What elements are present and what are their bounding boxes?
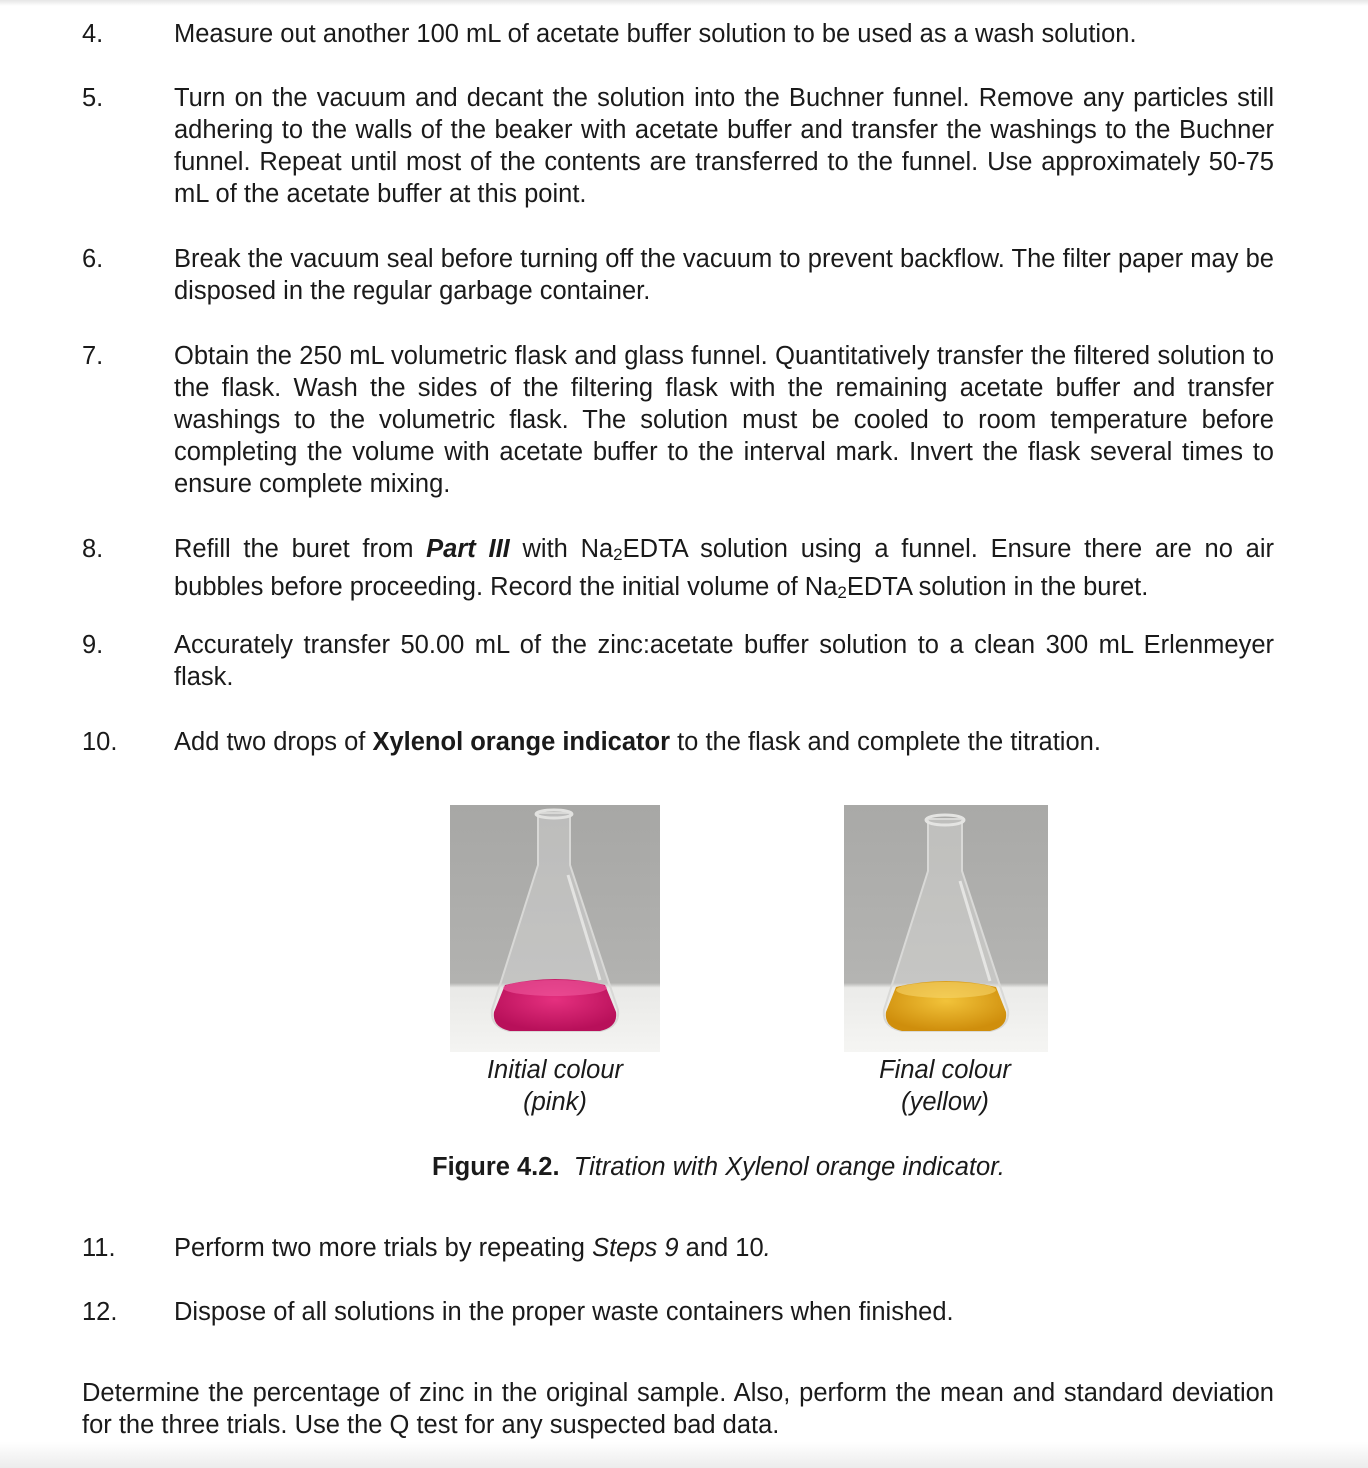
step-number: 12. (82, 1298, 118, 1326)
step-number: 11. (82, 1234, 116, 1262)
step-text: Measure out another 100 mL of acetate buffer solution to be used as a wash solution. (174, 20, 1137, 48)
flask-photo-final (844, 805, 1048, 1052)
step-number: 6. (82, 245, 104, 273)
caption-line: (yellow) (901, 1088, 989, 1116)
steps-reference: Steps 9 (592, 1234, 679, 1262)
step-text (174, 533, 1274, 609)
step-number: 7. (82, 342, 104, 370)
step-text (174, 726, 1274, 758)
part-reference: Part III (426, 535, 510, 563)
bottom-edge (0, 1442, 1368, 1468)
final-colour-caption (845, 1054, 1045, 1118)
top-edge (0, 0, 1368, 6)
caption-line: (pink) (523, 1088, 587, 1116)
step-text: Accurately transfer 50.00 mL of the zinc:acetate buffer solution to a clean 300 mL Erlenmeyer flask. (174, 631, 1274, 691)
step-number: 10. (82, 728, 118, 756)
step-number: 9. (82, 631, 104, 659)
step-text: Dispose of all solutions in the proper waste containers when finished. (174, 1298, 954, 1326)
subscript: 2 (613, 545, 623, 564)
step-text: Obtain the 250 mL volumetric flask and glass funnel. Quantitatively transfer the filtered solution to the flask. Wash the sides of the filtering flask with the remaining acetate buffer and transfer washings to the volumetric flask. The solution must be cooled to room temperature before completing the volume with acetate buffer to the interval mark. Invert the flask several times to ensure complete mixing. (174, 342, 1274, 498)
text-run: Perform two more trials by repeating (174, 1234, 593, 1262)
text-run: . (763, 1234, 771, 1262)
text-run: and 10 (678, 1234, 764, 1262)
text-run: Refill the buret from (174, 535, 427, 563)
text-run: Add two drops of (174, 728, 373, 756)
figure-title: Titration with Xylenol orange indicator. (573, 1153, 1005, 1181)
figure-label: Figure 4.2. (432, 1153, 560, 1181)
subscript: 2 (837, 583, 847, 602)
text-run: to the flask and complete the titration. (670, 728, 1101, 756)
conclusion-paragraph: Determine the percentage of zinc in the original sample. Also, perform the mean and standard deviation for the three trials. Use the Q test for any suspected bad data. (82, 1379, 1274, 1439)
step-text: Break the vacuum seal before turning off the vacuum to prevent backflow. The filter paper may be disposed in the regular garbage container. (174, 245, 1274, 305)
caption-line: Initial colour (486, 1056, 624, 1084)
step-number: 4. (82, 20, 104, 48)
step-text (174, 1232, 1274, 1264)
step-text: Turn on the vacuum and decant the solution into the Buchner funnel. Remove any particles still adhering to the walls of the beaker with acetate buffer and transfer the washings to the Buchner funnel. Repeat until most of the contents are transferred to the funnel. Use approximately 50-75 mL of the acetate buffer at this point. (174, 84, 1274, 208)
flask-photo-initial (450, 805, 660, 1052)
caption-line: Final colour (879, 1056, 1011, 1084)
step-number: 8. (82, 535, 104, 563)
initial-colour-caption (455, 1054, 655, 1118)
step-number: 5. (82, 84, 104, 112)
indicator-name: Xylenol orange indicator (372, 728, 671, 756)
figure-caption-line (432, 1151, 1005, 1183)
text-run: with Na (509, 535, 614, 563)
text-run: EDTA solution using a funnel. Ensure there are no air bubbles before proceeding. Record the initial volume of Na (174, 535, 1274, 601)
text-run: EDTA solution in the buret. (846, 573, 1149, 601)
